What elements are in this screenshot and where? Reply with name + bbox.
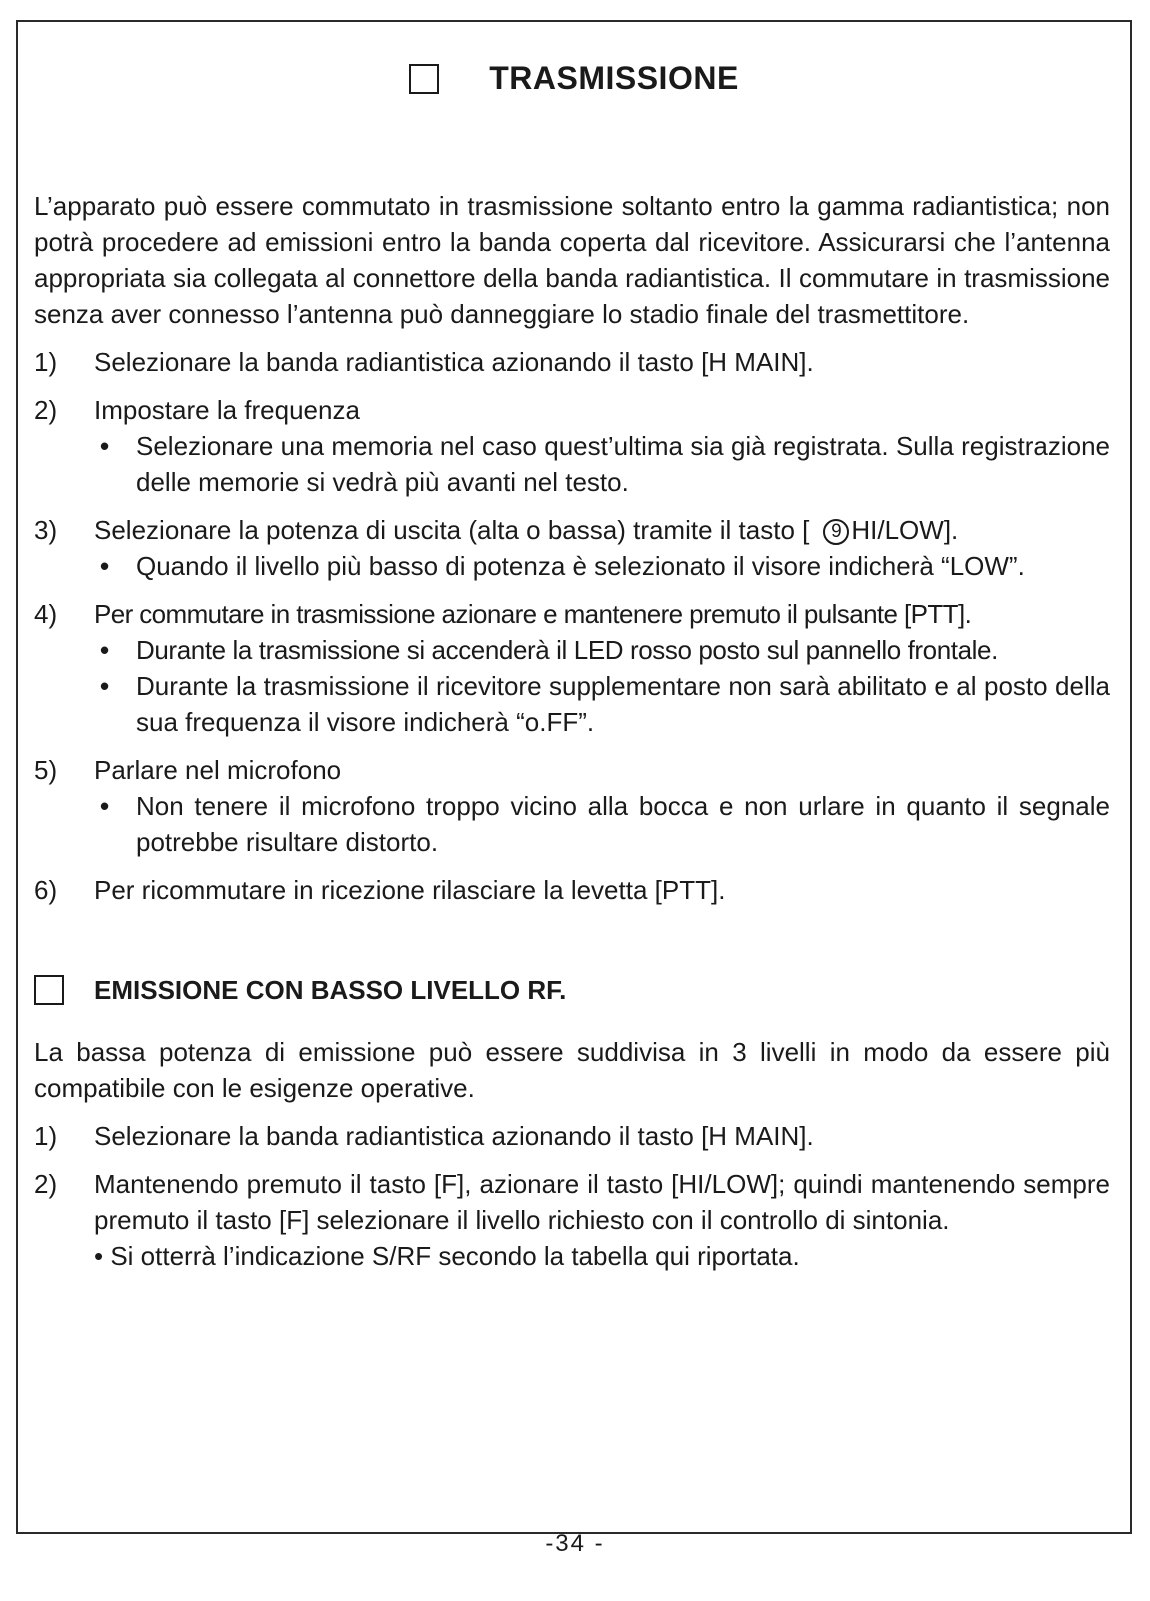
bullet-item (100, 668, 1110, 740)
bullet-icon: • (100, 791, 110, 821)
bullet-item (100, 788, 1110, 860)
bullet-text: • Si otterrà l’indicazione S/RF secondo la tabella qui riportata. (94, 1241, 800, 1271)
intro-paragraph: L’apparato può essere commutato in trasmissione soltanto entro la gamma radiantistica; non potrà procedere ad emissioni entro la banda coperta dal ricevitore. Assicurarsi che l’antenna appropriata sia collegata al connettore della banda radiantistica. Il commutare in trasmissione senza aver connesso l’antenna può danneggiare lo stadio finale del trasmettitore. (34, 191, 1110, 329)
step-text-part: HI/LOW]. (851, 515, 959, 545)
step-number: 5) (34, 755, 58, 785)
bullet-item (100, 632, 1110, 668)
step-2 (34, 392, 1110, 500)
step-number: 2) (34, 1169, 58, 1199)
bullet-icon: • (100, 671, 110, 701)
step-text (94, 512, 1110, 548)
bullet-item (100, 548, 1110, 584)
step-number: 1) (34, 347, 58, 377)
step-6 (34, 872, 1110, 908)
step-number: 4) (34, 599, 58, 629)
section-2-intro: La bassa potenza di emissione può essere suddivisa in 3 livelli in modo da essere più compatibile con le esigenze operative. (34, 1037, 1110, 1103)
step-text: Impostare la frequenza (94, 395, 360, 425)
step-text: Per ricommutare in ricezione rilasciare la levetta [PTT]. (94, 875, 726, 905)
step-1 (34, 344, 1110, 380)
bullet-text: Durante la trasmissione il ricevitore supplementare non sarà abilitato e al posto della sua frequenza il visore indicherà “o.FF”. (136, 671, 1110, 737)
bullet-text: Selezionare una memoria nel caso quest’ultima sia già registrata. Sulla registrazione delle memorie si vedrà più avanti nel testo. (136, 431, 1110, 497)
step-text: Parlare nel microfono (94, 755, 342, 785)
bullet-icon: • (100, 551, 110, 581)
step-3 (34, 512, 1110, 584)
bullet-icon: • (100, 635, 110, 665)
content (34, 188, 1110, 1274)
page-title: TRASMISSIONE (489, 60, 739, 96)
step-text: Selezionare la banda radiantistica azionando il tasto [H MAIN]. (94, 347, 814, 377)
circled-nine-key-icon: 9 (823, 519, 849, 545)
section-2-step-1 (34, 1118, 1110, 1154)
section-2-step-2 (34, 1166, 1110, 1274)
step-5 (34, 752, 1110, 860)
bullet-icon: • (100, 431, 110, 461)
bullet-item (100, 428, 1110, 500)
section-2-heading (34, 972, 1110, 1008)
step-text-part: Selezionare la potenza di uscita (alta o bassa) tramite il tasto [ (94, 515, 810, 545)
bullet-text: Quando il livello più basso di potenza è selezionato il visore indicherà “LOW”. (136, 551, 1025, 581)
step-number: 2) (34, 395, 58, 425)
step-text: Selezionare la banda radiantistica azionando il tasto [H MAIN]. (94, 1121, 814, 1151)
step-text: Per commutare in trasmissione azionare e mantenere premuto il pulsante [PTT]. (94, 599, 972, 629)
step-number: 1) (34, 1121, 58, 1151)
bullet-text: Non tenere il microfono troppo vicino alla bocca e non urlare in quanto il segnale potrebbe risultare distorto. (136, 791, 1110, 857)
step-text: Mantenendo premuto il tasto [F], azionare il tasto [HI/LOW]; quindi mantenendo sempre premuto il tasto [F] selezionare il livello richiesto con il controllo di sintonia. (94, 1169, 1110, 1235)
page-number: -34 - (545, 1530, 605, 1557)
step-4 (34, 596, 1110, 740)
section-checkbox-icon (34, 975, 64, 1005)
title-checkbox-icon (409, 64, 439, 94)
step-number: 3) (34, 515, 58, 545)
title-row (18, 60, 1130, 97)
section-title: EMISSIONE CON BASSO LIVELLO RF. (94, 975, 567, 1005)
step-number: 6) (34, 875, 58, 905)
bullet-text: Durante la trasmissione si accenderà il LED rosso posto sul pannello frontale. (136, 635, 998, 665)
